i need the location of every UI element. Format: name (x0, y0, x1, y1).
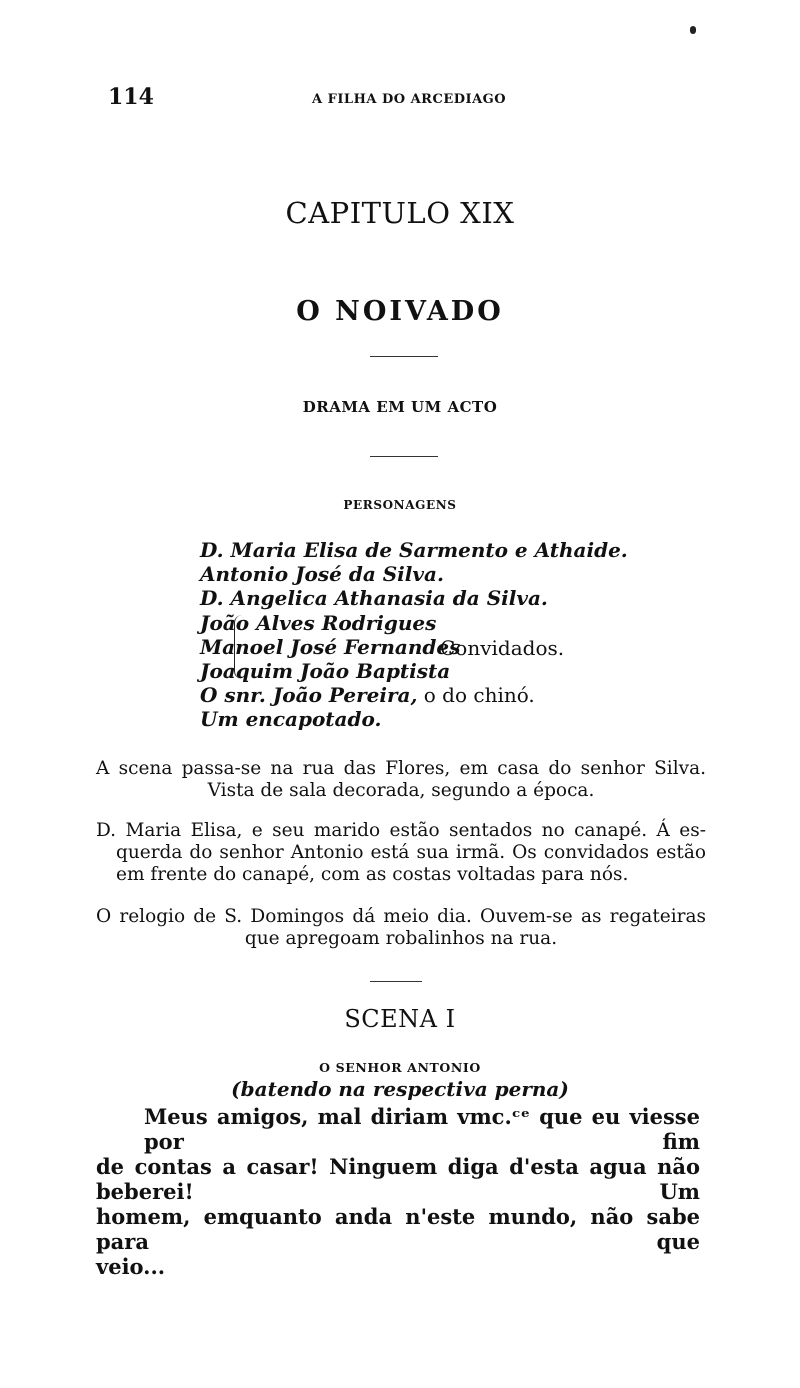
direction-line: D. Maria Elisa, e seu marido estão sentados no canapé. Á es- (96, 820, 706, 841)
cast-member: O snr. João Pereira, (200, 683, 418, 708)
chapter-title: CAPITULO XIX (285, 196, 515, 230)
direction-line: Vista de sala decorada, segundo a época. (207, 780, 595, 801)
running-head: A FILHA DO ARCEDIAGO (312, 92, 507, 107)
play-title: O NOIVADO (296, 296, 504, 327)
cast-member-row (200, 683, 628, 707)
direction-line: em frente do canapé, com as costas voltadas para nós. (116, 864, 629, 885)
setting-direction (96, 758, 706, 802)
clock-direction (96, 906, 706, 950)
page-number: 114 (108, 84, 154, 110)
speech-line: Meus amigos, mal diriam vmc.ᶜᵉ que eu viesse por fim (144, 1104, 700, 1154)
scene-title: SCENA I (344, 1005, 456, 1033)
divider-rule (370, 456, 438, 457)
cast-member: João Alves Rodrigues (200, 610, 437, 635)
cast-heading: PERSONAGENS (343, 498, 457, 512)
cast-member: D. Angelica Athanasia da Silva. (200, 586, 548, 611)
stage-direction-paragraph (96, 820, 706, 886)
speaker-stage-direction: (batendo na respectiva perna) (231, 1077, 569, 1101)
guests-brace (234, 615, 242, 679)
speech-line: de contas a casar! Ninguem diga d'esta agua não beberei! Um (96, 1154, 700, 1204)
cast-member: Joaquim João Baptista (200, 658, 451, 683)
direction-line: O relogio de S. Domingos dá meio dia. Ouvem-se as regateiras (96, 906, 706, 927)
cast-member: Antonio José da Silva. (200, 562, 444, 587)
play-subtitle: DRAMA EM UM ACTO (302, 398, 498, 416)
cast-list (200, 538, 628, 732)
guests-label: Convidados. (440, 636, 565, 660)
speech-line: veio... (96, 1254, 166, 1279)
direction-line: que apregoam robalinhos na rua. (244, 928, 558, 949)
speech-text (96, 1104, 700, 1279)
cast-member: Manoel José Fernandes (200, 634, 461, 659)
divider-rule (370, 356, 438, 357)
direction-line: A scena passa-se na rua das Flores, em casa do senhor Silva. (96, 758, 706, 779)
cast-member: D. Maria Elisa de Sarmento e Athaide. (200, 538, 628, 562)
direction-line: querda do senhor Antonio está sua irmã. Os convidados estão (116, 842, 706, 863)
cast-member: Um encapotado. (200, 707, 382, 732)
cast-note: o do chinó. (423, 683, 535, 708)
divider-rule (370, 981, 422, 982)
speech-line: homem, emquanto anda n'este mundo, não sabe para que (96, 1204, 700, 1254)
speaker-name: O SENHOR ANTONIO (319, 1060, 481, 1075)
ink-speck (690, 26, 696, 34)
